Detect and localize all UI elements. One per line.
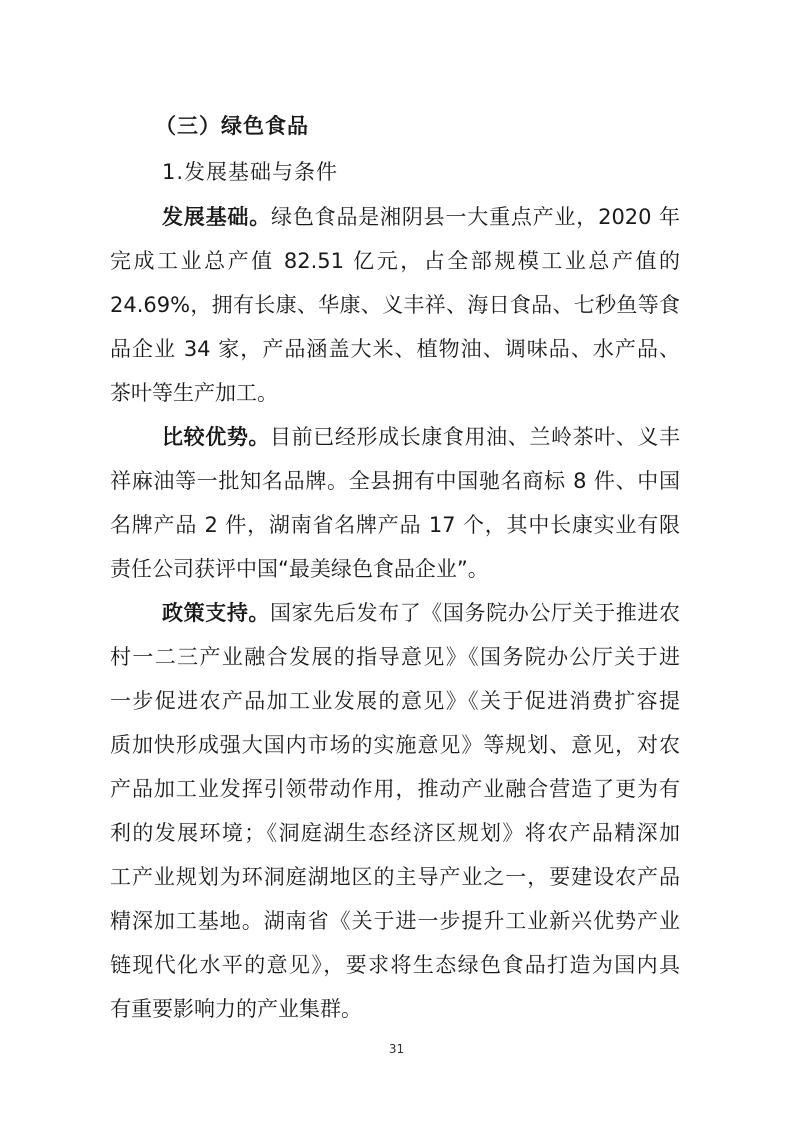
policy-line-2: 村一二三产业融合发展的指导意见》《国务院办公厅关于进 <box>110 645 680 669</box>
policy-line-6: 利的发展环境；《洞庭湖生态经济区规划》将农产品精深加 <box>110 821 680 845</box>
policy-line-8: 精深加工基地。湖南省《关于进一步提升工业新兴优势产业 <box>110 909 680 933</box>
policy-line-4: 质加快形成强大国内市场的实施意见》等规划、意见，对农 <box>110 733 680 757</box>
policy-text-1: 国家先后发布了《国务院办公厅关于推进农 <box>270 601 681 625</box>
basis-line-5: 茶叶等生产加工。 <box>110 381 278 405</box>
basis-lead: 发展基础。 <box>162 205 272 229</box>
advantage-lead: 比较优势。 <box>162 425 271 449</box>
basis-line-4: 品企业 34 家，产品涵盖大米、植物油、调味品、水产品、 <box>110 337 680 361</box>
basis-text-1: 绿色食品是湘阴县一大重点产业，2020 年 <box>271 205 681 229</box>
policy-line-10: 有重要影响力的产业集群。 <box>110 997 362 1021</box>
subsection-title: 1.发展基础与条件 <box>162 160 339 184</box>
advantage-line-4: 责任公司获评中国“最美绿色食品企业”。 <box>110 557 489 581</box>
advantage-line-1 <box>162 425 680 449</box>
policy-line-3: 一步促进农产品加工业发展的意见》《关于促进消费扩容提 <box>110 689 680 713</box>
basis-line-3: 24.69%，拥有长康、华康、义丰祥、海日食品、七秒鱼等食 <box>110 293 680 317</box>
policy-line-7: 工产业规划为环洞庭湖地区的主导产业之一，要建设农产品 <box>110 865 680 889</box>
policy-line-9: 链现代化水平的意见》，要求将生态绿色食品打造为国内具 <box>110 953 680 977</box>
page-number: 31 <box>388 1042 405 1056</box>
policy-line-5: 产品加工业发挥引领带动作用，推动产业融合营造了更为有 <box>110 777 680 801</box>
advantage-text-1: 目前已经形成长康食用油、兰岭茶叶、义丰 <box>270 425 681 449</box>
advantage-line-3: 名牌产品 2 件，湖南省名牌产品 17 个，其中长康实业有限 <box>110 513 680 537</box>
basis-line-2: 完成工业总产值 82.51 亿元，占全部规模工业总产值的 <box>110 249 680 273</box>
policy-line-1 <box>162 601 680 625</box>
section-title: （三）绿色食品 <box>155 114 309 138</box>
advantage-line-2: 祥麻油等一批知名品牌。全县拥有中国驰名商标 8 件、中国 <box>110 469 680 493</box>
policy-lead: 政策支持。 <box>162 601 271 625</box>
basis-line-1 <box>162 205 680 229</box>
